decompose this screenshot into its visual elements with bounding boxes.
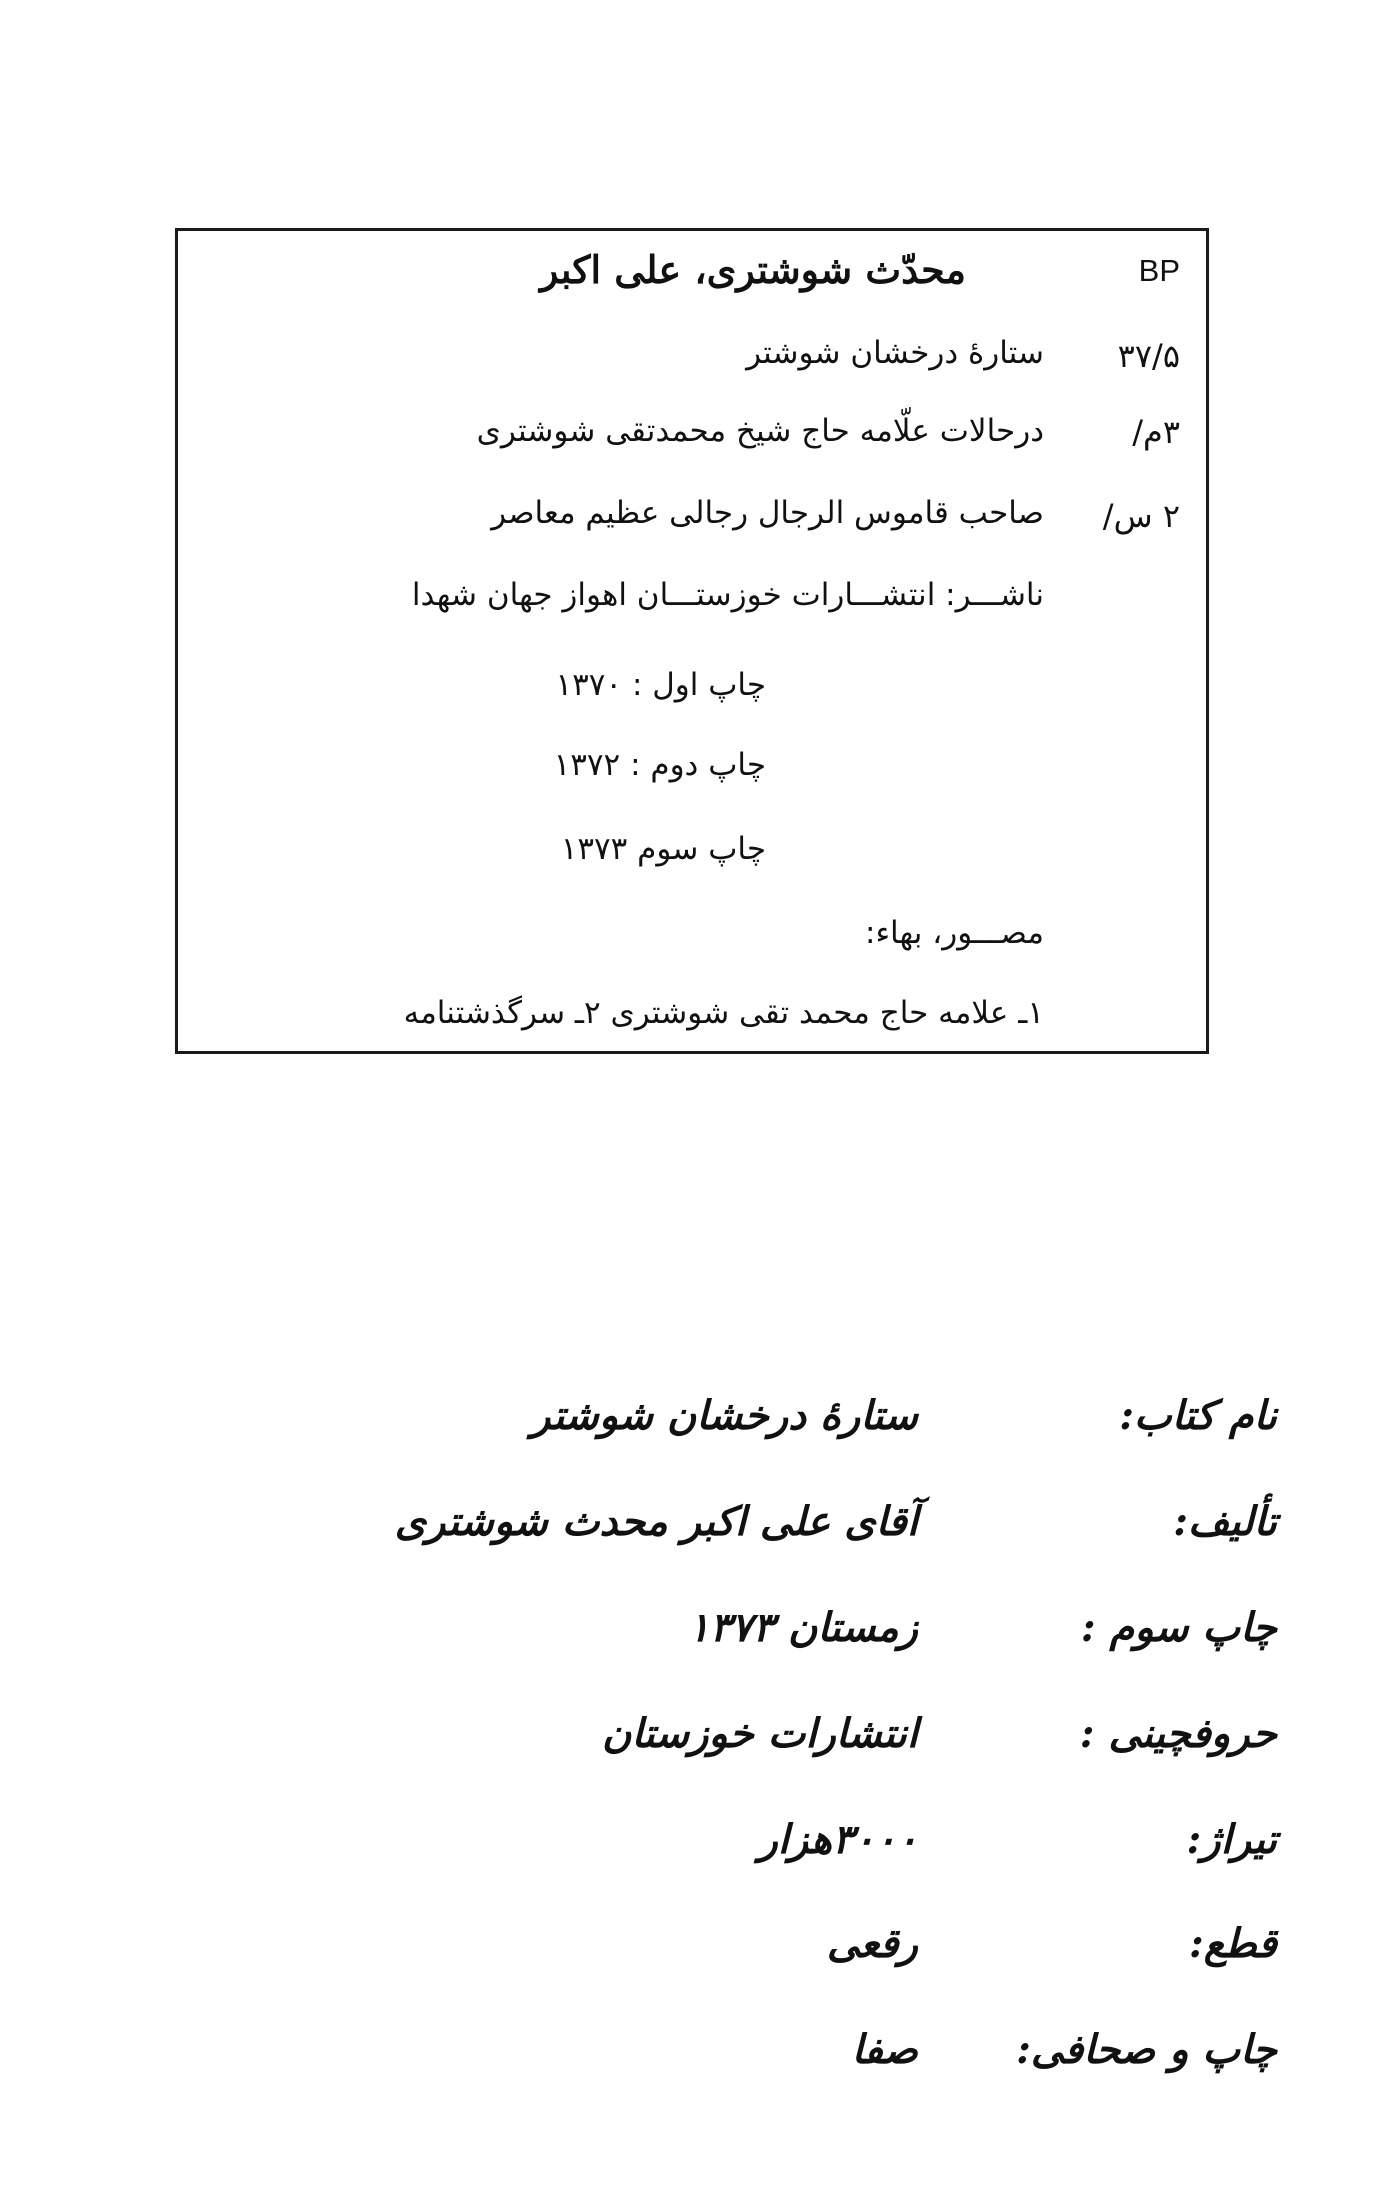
subjects-line: ۱ـ علامه حاج محمد تقی شوشتری ۲ـ سرگذشتنامه <box>403 995 1044 1031</box>
subtitle-line-2: صاحب قاموس الرجال رجالی عظیم معاصر <box>491 495 1044 531</box>
publisher-line: ناشـــر: انتشـــارات خوزستـــان اهواز جهان شهدا <box>411 577 1044 613</box>
title-line: ستارهٔ درخشان شوشتر <box>746 335 1044 371</box>
colophon-row-format <box>0 1920 1390 1990</box>
colophon-value: ستارهٔ درخشان شوشتر <box>531 1392 918 1439</box>
colophon-label: چاپ و صحافی: <box>1016 2026 1277 2073</box>
call-number-subclass: ۳۷/۵ <box>1117 337 1180 375</box>
colophon-row-author <box>0 1498 1390 1568</box>
edition-first: چاپ اول : ۱۳۷۰ <box>555 667 766 703</box>
call-number-author-mark: ۳م/ <box>1132 413 1180 451</box>
edition-third: چاپ سوم ۱۳۷۳ <box>560 831 766 867</box>
colophon-row-book-name <box>0 1392 1390 1462</box>
colophon-value: انتشارات خوزستان <box>601 1710 918 1757</box>
colophon-row-print-run <box>0 1816 1390 1886</box>
call-number-title-mark: ۲ س/ <box>1102 497 1180 535</box>
author-heading: محدّث شوشتری، علی اکبر <box>539 247 966 292</box>
colophon-label: قطع: <box>1189 1920 1277 1967</box>
subtitle-line-1: درحالات علّامه حاج شیخ محمدتقی شوشتری <box>476 413 1044 449</box>
edition-second: چاپ دوم : ۱۳۷۲ <box>553 747 766 783</box>
colophon-label: چاپ سوم : <box>1080 1604 1277 1651</box>
colophon-label: تألیف: <box>1173 1498 1277 1545</box>
colophon-value: آقای علی اکبر محدث شوشتری <box>394 1498 918 1545</box>
colophon-row-printing-binding <box>0 2026 1390 2096</box>
colophon-value: زمستان ۱۳۷۳ <box>688 1604 918 1651</box>
call-number-class: BP <box>1138 253 1180 288</box>
colophon-label: حروفچینی : <box>1079 1710 1277 1757</box>
colophon-value: صفا <box>851 2026 918 2073</box>
colophon-row-edition <box>0 1604 1390 1674</box>
catalog-card <box>175 228 1209 1054</box>
illustrated-price-line: مصـــور، بهاء: <box>865 915 1044 951</box>
colophon-row-typesetting <box>0 1710 1390 1780</box>
colophon-label: تیراژ: <box>1186 1816 1277 1863</box>
colophon-value: رقعی <box>826 1920 918 1967</box>
colophon-value: ۳۰۰۰هزار <box>758 1816 918 1863</box>
colophon-label: نام کتاب: <box>1119 1392 1277 1439</box>
